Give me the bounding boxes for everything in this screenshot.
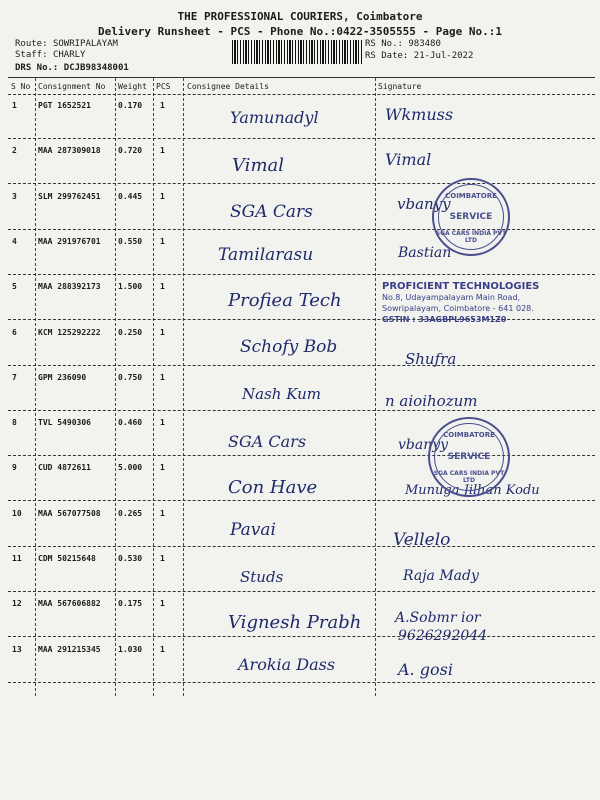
row-consignee-handwriting: Con Have	[228, 477, 318, 498]
row-consignee-handwriting: Schofy Bob	[240, 337, 338, 357]
row-serial-number: 9	[12, 463, 17, 472]
row-signature: Munuga Jilhan Kodu	[405, 483, 540, 498]
column-header-signature: Signature	[378, 82, 422, 91]
row-serial-number: 10	[12, 509, 22, 518]
row-consignment-number: GPM 236090	[38, 373, 87, 382]
row-consignment-number: MAA 567606882	[38, 599, 101, 608]
staff-value: CHARLY	[52, 50, 86, 60]
row-serial-number: 3	[12, 192, 17, 201]
row-weight: 0.250	[118, 328, 143, 337]
row-consignment-number: MAA 291215345	[38, 645, 101, 654]
row-pieces: 1	[160, 463, 165, 472]
row-pieces: 1	[160, 328, 165, 337]
row-pieces: 1	[160, 554, 165, 563]
row-consignee-handwriting: Vimal	[232, 155, 284, 176]
row-consignee-handwriting: Arokia Dass	[238, 655, 336, 674]
row-weight: 0.170	[118, 101, 143, 110]
row-pieces: 1	[160, 645, 165, 654]
row-signature: n aioihozum	[385, 392, 478, 410]
row-consignment-number: MAA 291976701	[38, 237, 101, 246]
stamp-company-name: PROFICIENT TECHNOLOGIES	[382, 281, 540, 292]
rs-date-label: RS Date:	[365, 51, 409, 61]
row-consignment-number: PGT 1652521	[38, 101, 91, 110]
row-weight: 5.000	[118, 463, 143, 472]
row-weight: 0.530	[118, 554, 143, 563]
route-value: SOWRIPALAYAM	[52, 39, 118, 49]
row-consignment-number: KCM 125292222	[38, 328, 101, 337]
row-weight: 0.750	[118, 373, 143, 382]
company-address-stamp	[382, 281, 582, 325]
row-signature: vbanyy	[397, 195, 451, 213]
row-pieces: 1	[160, 373, 165, 382]
row-consignee-handwriting: Tamilarasu	[218, 245, 314, 265]
row-signature: A.Sobmr ior	[395, 610, 481, 626]
header-divider-bottom	[8, 94, 595, 95]
row-consignee-handwriting: Pavai	[230, 520, 276, 540]
row-signature: Vellelo	[393, 530, 451, 550]
row-serial-number: 7	[12, 373, 17, 382]
row-serial-number: 8	[12, 418, 17, 427]
stamp-gstin: GSTIN : 33AGBPL9653M1Z0	[382, 315, 507, 324]
row-divider	[8, 138, 595, 139]
row-consignee-handwriting: Profiea Tech	[228, 290, 342, 311]
row-consignment-number: MAA 287309018	[38, 146, 101, 155]
row-weight: 0.265	[118, 509, 143, 518]
rs-no-value: 983480	[408, 39, 441, 49]
row-serial-number: 6	[12, 328, 17, 337]
row-consignee-handwriting: Vignesh Prabh	[228, 612, 362, 633]
row-pieces: 1	[160, 192, 165, 201]
row-signature: Shufra	[405, 350, 457, 368]
header-divider-top	[8, 77, 595, 78]
round-stamp-service: SERVICE	[449, 212, 493, 222]
row-pieces: 1	[160, 146, 165, 155]
row-weight: 1.030	[118, 645, 143, 654]
row-consignment-number: CUD 4872611	[38, 463, 91, 472]
column-header-pcs: PCS	[156, 82, 171, 91]
row-pieces: 1	[160, 599, 165, 608]
row-pieces: 1	[160, 509, 165, 518]
document-subtitle: Delivery Runsheet - PCS - Phone No.:0422-3505555 - Page No.:1	[98, 25, 502, 38]
column-divider	[115, 78, 116, 696]
row-divider	[8, 500, 595, 501]
rs-no-label: RS No.:	[365, 39, 403, 49]
row-serial-number: 12	[12, 599, 22, 608]
row-pieces: 1	[160, 237, 165, 246]
company-round-stamp	[432, 178, 510, 256]
column-divider	[153, 78, 154, 696]
row-signature-phone: 9626292044	[398, 628, 488, 644]
row-weight: 0.720	[118, 146, 143, 155]
row-serial-number: 1	[12, 101, 17, 110]
row-serial-number: 4	[12, 237, 17, 246]
row-consignment-number: MAA 288392173	[38, 282, 101, 291]
round-stamp-text: COIMBATORE	[445, 192, 497, 200]
rs-date-info	[365, 51, 473, 61]
row-serial-number: 13	[12, 645, 22, 654]
route-label: Route:	[15, 39, 48, 49]
row-serial-number: 5	[12, 282, 17, 291]
row-consignment-number: CDM 50215648	[38, 554, 96, 563]
row-consignment-number: SLM 299762451	[38, 192, 101, 201]
row-serial-number: 11	[12, 554, 22, 563]
round-stamp-text: COIMBATORE	[443, 431, 495, 439]
rs-date-value: 21-Jul-2022	[413, 51, 474, 61]
column-header-sno: S No	[11, 82, 31, 91]
row-divider	[8, 365, 595, 366]
row-divider	[8, 682, 595, 683]
drs-info	[15, 63, 129, 73]
row-signature: Raja Mady	[403, 568, 479, 584]
row-divider	[8, 636, 595, 637]
row-pieces: 1	[160, 282, 165, 291]
row-signature: Bastian	[398, 245, 452, 261]
stamp-address-line1: No.8, Udayampalayam Main Road,	[382, 293, 521, 302]
route-info	[15, 39, 118, 49]
row-weight: 0.445	[118, 192, 143, 201]
column-divider	[35, 78, 36, 696]
row-signature: Wkmuss	[385, 105, 454, 124]
drs-value: DCJB98348001	[63, 63, 129, 73]
column-divider	[183, 78, 184, 696]
row-pieces: 1	[160, 418, 165, 427]
row-consignment-number: MAA 567077508	[38, 509, 101, 518]
round-stamp-outer: SGA CARS INDIA PVT LTD	[435, 230, 507, 244]
staff-info	[15, 50, 85, 60]
row-consignment-number: TVL 5490306	[38, 418, 91, 427]
row-signature: Vimal	[385, 150, 432, 169]
column-divider	[375, 78, 376, 696]
row-weight: 0.460	[118, 418, 143, 427]
column-header-consignee: Consignee Details	[187, 82, 269, 91]
row-signature: vbanyy	[398, 437, 449, 453]
row-divider	[8, 410, 595, 411]
row-divider	[8, 591, 595, 592]
row-weight: 1.500	[118, 282, 143, 291]
stamp-address-line2: Sowripalayam, Coimbatore - 641 028.	[382, 304, 534, 313]
row-consignee-handwriting: Yamunadyl	[230, 108, 319, 127]
drs-label: DRS No.:	[15, 63, 59, 73]
row-divider	[8, 546, 595, 547]
rs-number-info	[365, 39, 441, 49]
row-divider	[8, 183, 595, 184]
round-stamp-outer: SGA CARS INDIA PVT LTD	[433, 470, 505, 484]
row-consignee-handwriting: SGA Cars	[230, 202, 313, 222]
row-consignee-handwriting: SGA Cars	[228, 432, 307, 451]
row-serial-number: 2	[12, 146, 17, 155]
column-header-consignment: Consignment No	[38, 82, 106, 91]
row-weight: 0.550	[118, 237, 143, 246]
round-stamp-service: SERVICE	[447, 452, 491, 462]
row-divider	[8, 274, 595, 275]
barcode	[232, 40, 362, 64]
column-header-weight: Weight	[118, 82, 147, 91]
company-round-stamp	[428, 417, 510, 497]
row-pieces: 1	[160, 101, 165, 110]
row-consignee-handwriting: Nash Kum	[242, 385, 321, 403]
row-signature: A. gosi	[398, 660, 453, 679]
row-consignee-handwriting: Studs	[240, 568, 284, 586]
document-title: THE PROFESSIONAL COURIERS, Coimbatore	[177, 10, 423, 23]
staff-label: Staff:	[15, 50, 48, 60]
row-weight: 0.175	[118, 599, 143, 608]
